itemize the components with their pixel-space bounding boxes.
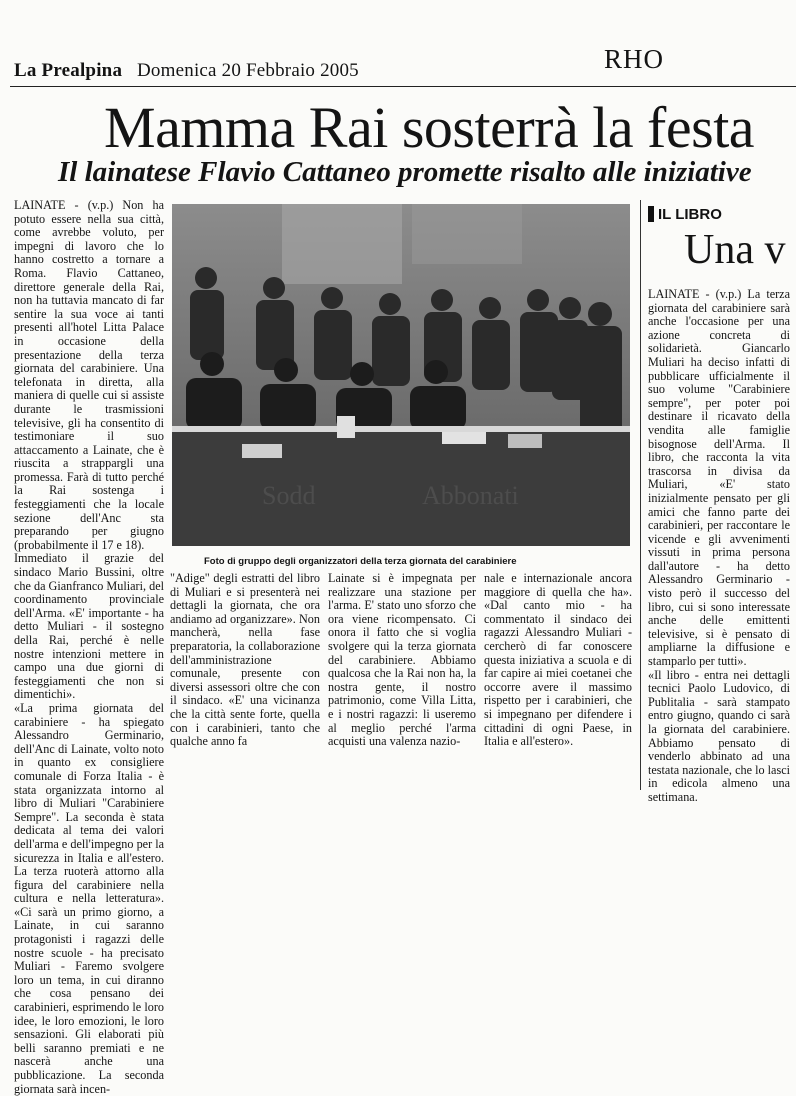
article-column-1: LAINATE - (v.p.) Non ha potuto essere nella sua città, come avrebbe voluto, per impegni di lavoro che lo hanno costretto a tornare a Roma. Flavio Cattaneo, direttore generale della Rai, non ha tuttavia mancato di far sentire la sua voce ai tanti presenti all'hotel Litta Palace in occasione della presentazione della terza giornata del carabiniere. Una telefonata in diretta, alla maniera di quelle cui si assiste durante le trasmissioni televisive, gli ha consentito di testimoniare il suo attaccamento a Lainate, che è riuscita a strappargli una promessa. Farà di tutto perché la Rai sostenga i festeggiamenti che la locale sezione dell'Anc sta preparando per giugno (probabilmente il 17 e 18). Immediato il grazie del sindaco Mario Bussini, oltre che da Gianfranco Muliari, del coordinamento provinciale dell'Arma. «E' importante - ha detto Muliari - il sostegno della Rai, perché è nelle nostre intenzioni mettere in campo una due giorni di festeggiamenti che non si dimentichi». «La prima giornata del carabiniere - ha spiegato Alessandro Germinario, dell'Anc di Lainate, volto noto in quanto ex consigliere comunale di Forza Italia - è stata organizzata intorno al libro di Muliari "Carabiniere Sempre". La seconda è stata dedicata al tema dei valori dell'arma e dell'impegno per la sicurezza in Italia e all'estero. La terza ruoterà attorno alla figura del carabiniere nella cultura e nella letteratura». «Ci sarà un primo giorno, a Lainate, in cui saranno protagonisti i ragazzi delle nostre scuole - ha precisato Muliari - Faremo svolgere loro un tema, in cui diranno che cosa pensano dei carabinieri, esprimendo le loro idee, le loro emozioni, le loro sensazioni. Gli elaborati più belli saranno premiati e ne nascerà anche una pubblicazione. La seconda giornata sarà incen-	[14, 198, 164, 1096]
group-photo-image	[172, 204, 630, 546]
section-tag: RHO	[604, 44, 665, 74]
article-column-4: nale e internazionale ancora maggiore di quella che ha». «Dal canto mio - ha commentato il sindaco dei ragazzi Alessandro Muliari - cercherò di far conoscere questa iniziativa a scuola e di far capire ai miei coetanei che occorre avere il massimo rispetto per i carabinieri, che si impegnano per difendere i cittadini di ogni Paese, in Italia e all'estero».	[484, 571, 632, 749]
sidebar-label-marker	[648, 206, 654, 222]
masthead	[14, 60, 359, 82]
newspaper-name: La Prealpina	[14, 60, 123, 81]
svg-text:Abbonati: Abbonati	[422, 481, 519, 510]
sidebar-headline: Una v	[684, 227, 786, 273]
sidebar-separator	[640, 200, 641, 790]
header-rule	[10, 86, 796, 87]
subheadline: Il lainatese Flavio Cattaneo promette risalto alle iniziative	[58, 156, 752, 188]
sidebar-body: LAINATE - (v.p.) La terza giornata del carabiniere sarà anche l'occasione per una azione concreta di solidarietà. Giancarlo Muliari ha deciso infatti di pubblicare ufficialmente il suo volume "Carabiniere sempre", per poter poi destinare il ricavato della vendita alle famiglie bisognose dell'Arma. Il libro, che racconta la vita trascorsa in divisa da Muliari, «E' stato inizialmente pensato per gli amici che fanno parte dei carabinieri, per raccontare le vicende e gli avvenimenti vissuti in prima persona dall'autore - ha detto Alessandro Germinario - visto però il successo del libro, cui si sono interessate anche delle emittenti televisive, si è pensato di ampliarne la diffusione e stamparlo per tutti». «Il libro - entra nei dettagli tecnici Paolo Ludovico, di Publitalia - sarà stampato entro giugno, quando ci sarà la giornata del carabiniere. Abbiamo pensato di venderlo abbinato ad una testata nazionale, che lo lasci in edicola almeno una settimana.	[648, 287, 790, 804]
group-photo	[172, 204, 630, 546]
article-column-2: "Adige" degli estratti del libro di Muliari e si presenterà nei dettagli la giornata, che ora andiamo ad organizzare». Non mancherà, nella fase preparatoria, la collaborazione dell'amministrazione comunale, presente con diversi assessori oltre che con il sindaco. «E' una vicinanza che la città sente forte, quella con i carabinieri, tanto che qualche anno fa	[170, 571, 320, 749]
article-column-3: Lainate si è impegnata per realizzare una stazione per l'arma. E' stato uno sforzo che ora viene ricompensato. Ci onora il fatto che si voglia svolgere qui la terza giornata del carabiniere. Abbiamo qualcosa che la Rai non ha, la nostra gente, il nostro patrimonio, come Villa Litta, e i nostri ragazzi: li useremo al meglio perché l'arma acquisti una valenza nazio-	[328, 571, 476, 749]
sidebar-label: IL LIBRO	[658, 206, 722, 223]
headline: Mamma Rai sosterrà la festa	[104, 95, 755, 160]
issue-date: Domenica 20 Febbraio 2005	[137, 60, 359, 81]
photo-caption: Foto di gruppo degli organizzatori della terza giornata del carabiniere	[204, 556, 517, 567]
svg-text:Sodd: Sodd	[262, 481, 316, 510]
